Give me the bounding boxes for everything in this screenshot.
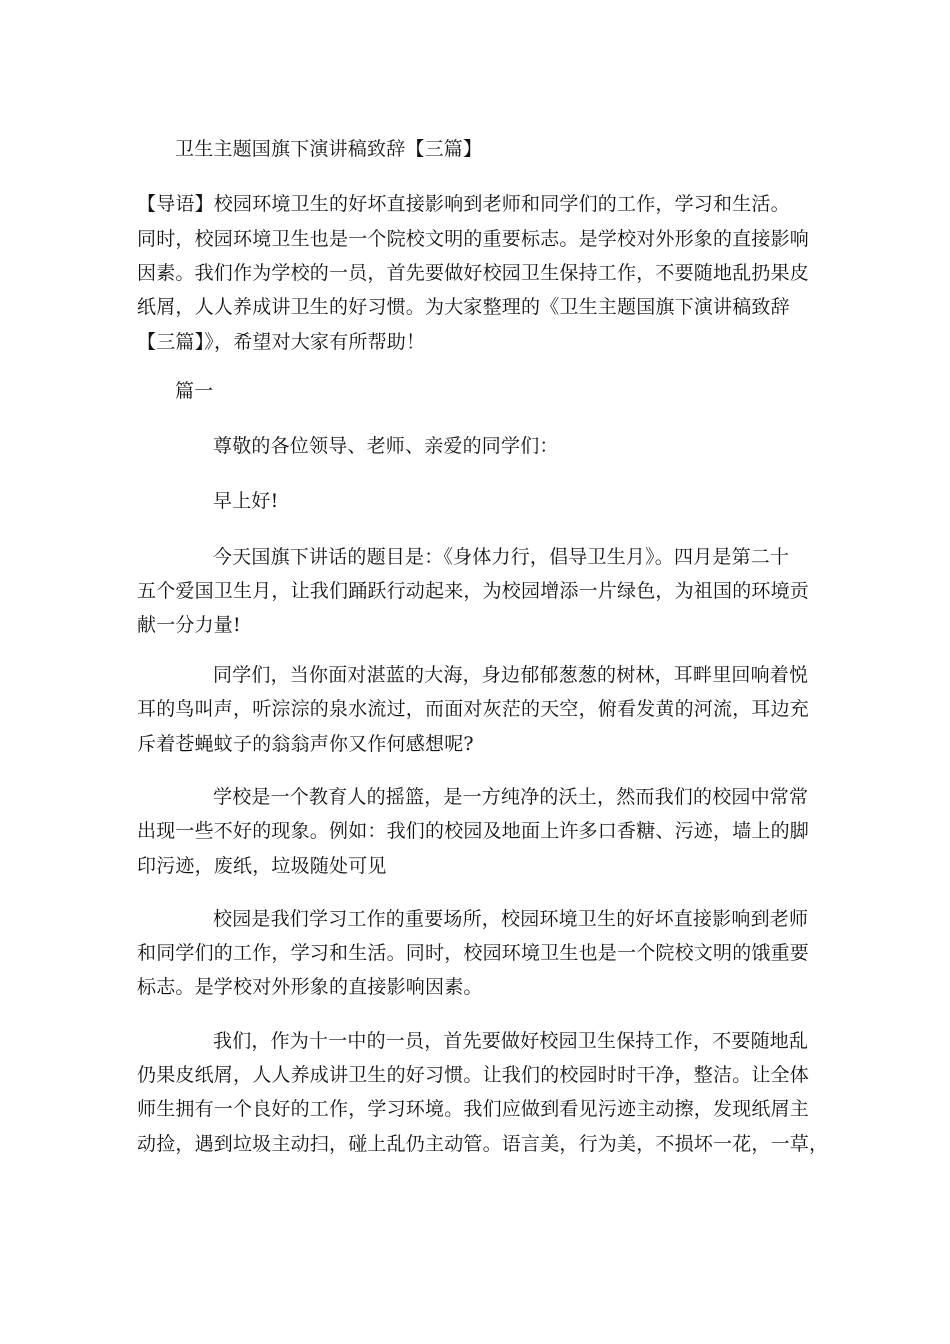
paragraph-1-line-2: 五个爱国卫生月，让我们踊跃行动起来，为校园增添一片绿色，为祖国的环境贡 — [137, 580, 810, 602]
paragraph-1-line-3: 献一分力量! — [137, 614, 241, 636]
section-heading: 篇一 — [175, 380, 214, 402]
paragraph-5-line-1: 我们，作为十一中的一员，首先要做好校园卫生保持工作，不要随地乱 — [213, 1030, 809, 1052]
paragraph-5-line-4: 动捡，遇到垃圾主动扫，碰上乱仍主动管。语言美，行为美，不损坏一花，一草， — [137, 1133, 829, 1155]
paragraph-5-line-3: 师生拥有一个良好的工作，学习环境。我们应做到看见污迹主动擦，发现纸屑主 — [137, 1098, 810, 1120]
paragraph-1-line-1: 今天国旗下讲话的题目是：《身体力行，倡导卫生月》。四月是第二十 — [213, 546, 790, 568]
intro-line-4: 纸屑，人人养成讲卫生的好习惯。为大家整理的《卫生主题国旗下演讲稿致辞 — [137, 296, 790, 318]
greeting: 早上好! — [213, 490, 279, 512]
paragraph-4-line-3: 标志。是学校对外形象的直接影响因素。 — [137, 976, 483, 998]
intro-line-2: 同时，校园环境卫生也是一个院校文明的重要标志。是学校对外形象的直接影响 — [137, 228, 810, 250]
paragraph-5-line-2: 仍果皮纸屑，人人养成讲卫生的好习惯。让我们的校园时时干净，整洁。让全体 — [137, 1064, 810, 1086]
paragraph-3-line-1: 学校是一个教育人的摇篮，是一方纯净的沃土，然而我们的校园中常常 — [213, 786, 809, 808]
paragraph-2-line-3: 斥着苍蝇蚊子的翁翁声你又作何感想呢? — [137, 733, 474, 755]
paragraph-3-line-2: 出现一些不好的现象。例如：我们的校园及地面上许多口香糖、污迹，墙上的脚 — [137, 820, 810, 842]
intro-line-1: 【导语】校园环境卫生的好坏直接影响到老师和同学们的工作，学习和生活。 — [137, 193, 790, 215]
paragraph-3-line-3: 印污迹，废纸，垃圾随处可见 — [137, 855, 387, 877]
paragraph-4-line-2: 和同学们的工作，学习和生活。同时，校园环境卫生也是一个院校文明的饿重要 — [137, 942, 810, 964]
intro-line-3: 因素。我们作为学校的一员，首先要做好校园卫生保持工作，不要随地乱扔果皮 — [137, 262, 810, 284]
paragraph-2-line-1: 同学们，当你面对湛蓝的大海，身边郁郁葱葱的树林，耳畔里回响着悦 — [213, 664, 809, 686]
document-title: 卫生主题国旗下演讲稿致辞【三篇】 — [175, 138, 483, 160]
paragraph-4-line-1: 校园是我们学习工作的重要场所，校园环境卫生的好坏直接影响到老师 — [213, 908, 809, 930]
salutation: 尊敬的各位领导、老师、亲爱的同学们： — [213, 435, 559, 457]
paragraph-2-line-2: 耳的鸟叫声，听淙淙的泉水流过，而面对灰茫的天空，俯看发黄的河流，耳边充 — [137, 698, 810, 720]
intro-line-5: 【三篇】》，希望对大家有所帮助！ — [137, 331, 426, 353]
